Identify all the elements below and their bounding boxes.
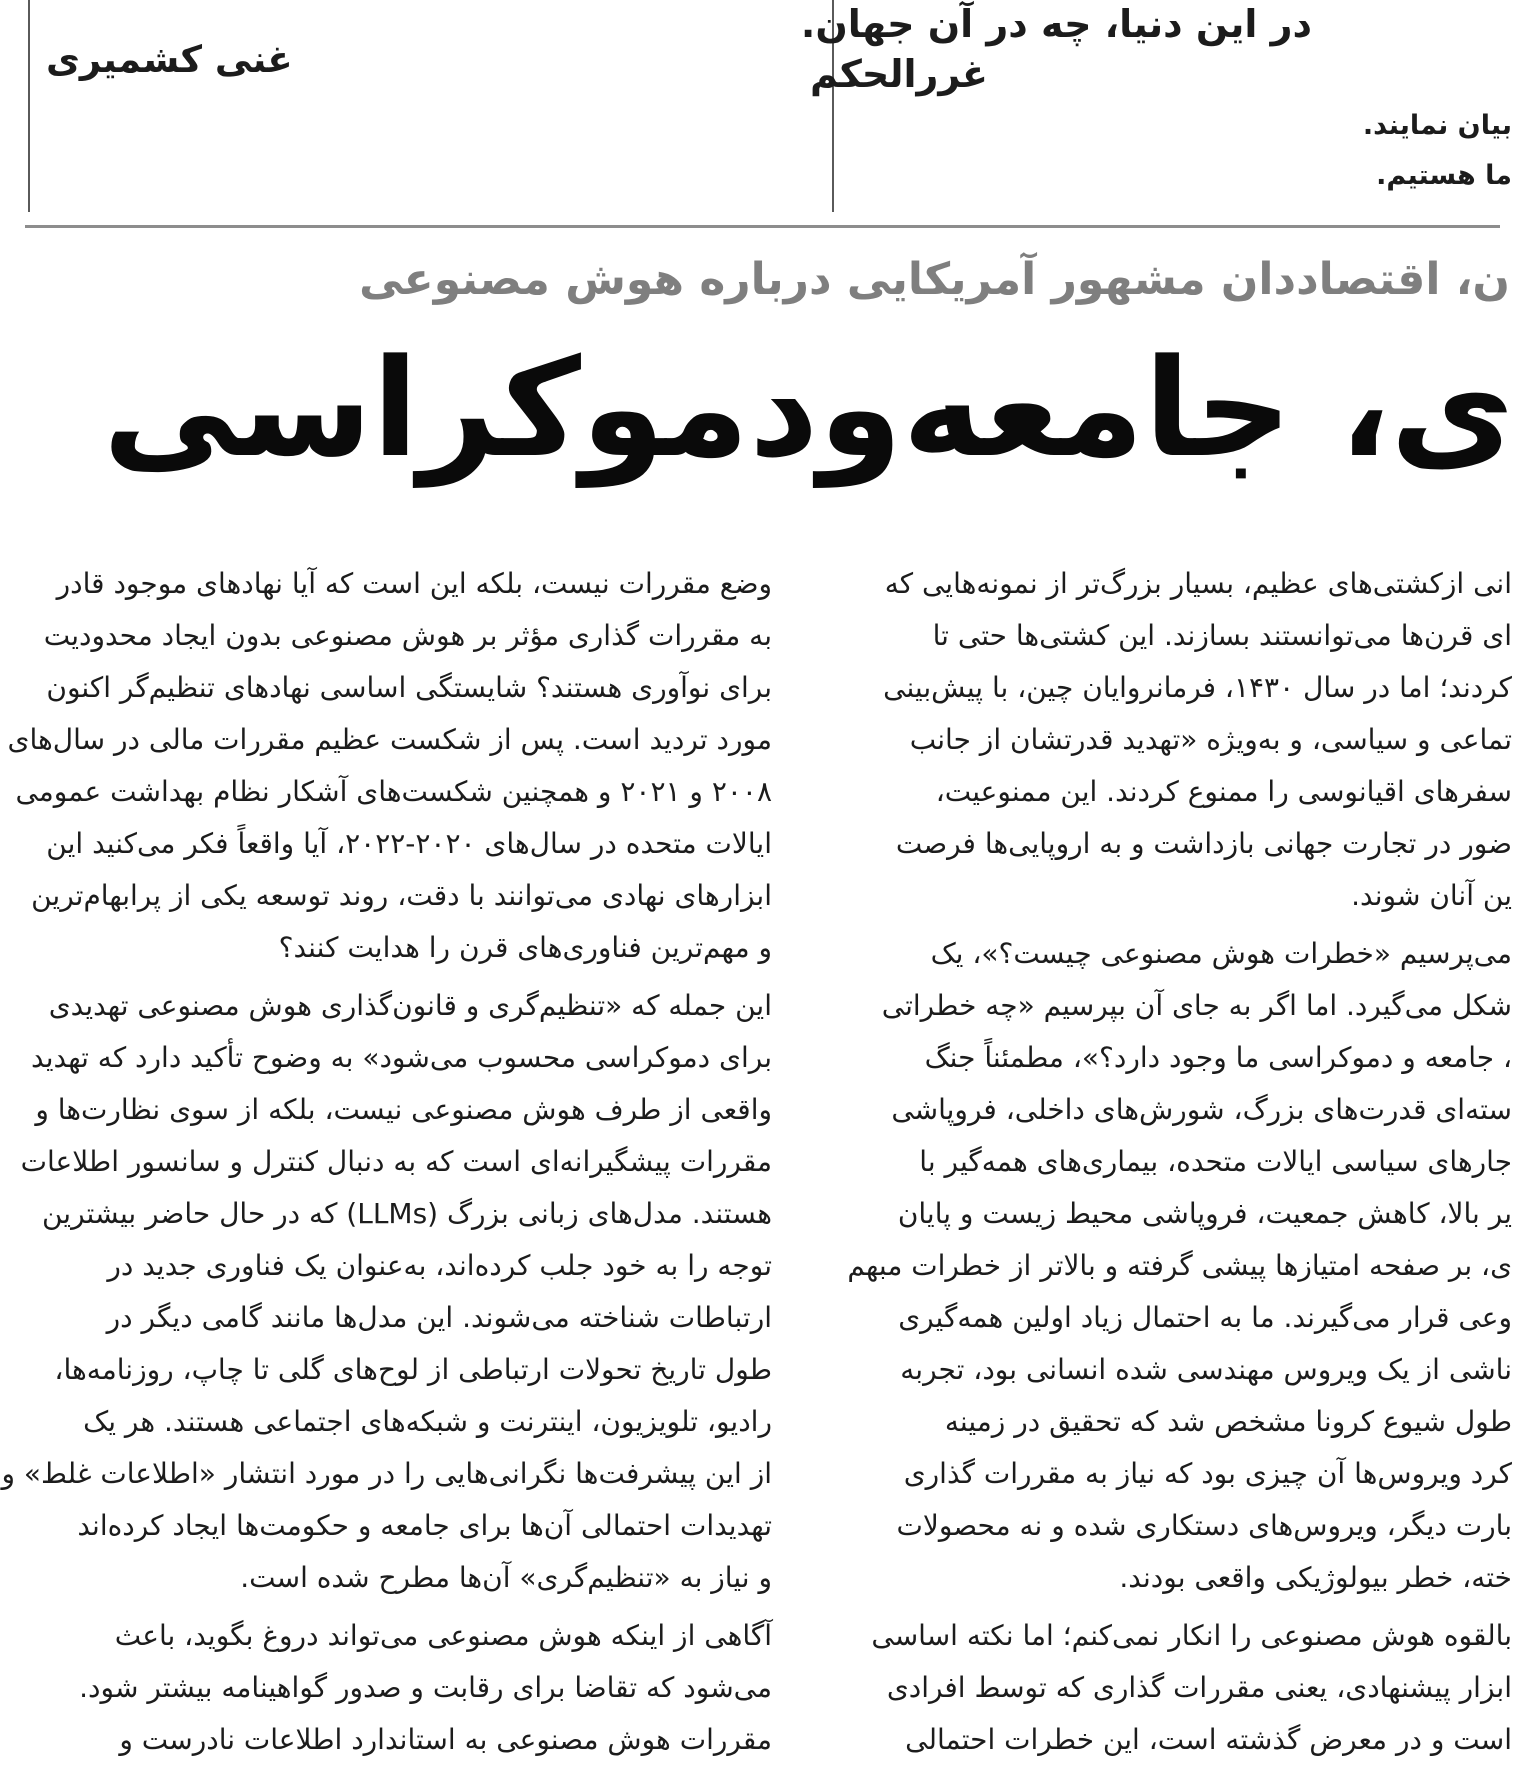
text-line: ۲۰۰۸ و ۲۰۲۱ و همچنین شکست‌های آشکار نظام بهداشت عمومی [15,775,772,808]
text-line: این جمله که «تنظیم‌گری و قانون‌گذاری هوش مصنوعی تهدیدی [48,989,772,1022]
paragraph [836,928,1512,1604]
text-line: شکل می‌گیرد. اما اگر به جای آن بپرسیم «چه خطراتی [881,989,1512,1022]
text-line: طول تاریخ تحولات ارتباطی از لوح‌های گلی تا چاپ، روزنامه‌ها، [54,1353,772,1386]
paragraph [836,558,1512,922]
main-headline: ی، جامعه‌ودموکراسی [102,330,1514,487]
text-line: به مقررات گذاری مؤثر بر هوش مصنوعی بدون ایجاد محدودیت [43,619,772,652]
text-line: طول شیوع کرونا مشخص شد که تحقیق در زمینه [944,1405,1512,1438]
text-line: ارتباطات شناخته می‌شوند. این مدل‌ها مانند گامی دیگر در [106,1301,772,1334]
paragraph [836,1610,1512,1766]
header-quote-source: غررالحکم [809,52,988,96]
text-line: کردند؛ اما در سال ۱۴۳۰، فرمانروایان چین، با پیش‌بینی [883,671,1512,704]
text-line: مقررات هوش مصنوعی به استاندارد اطلاعات نادرست و [119,1723,772,1756]
text-line: برای نوآوری هستند؟ شایستگی اساسی نهادهای تنظیم‌گر اکنون [46,671,772,704]
text-line: یر بالا، کاهش جمعیت، فروپاشی محیط زیست و پایان [897,1197,1512,1230]
text-line: می‌پرسیم «خطرات هوش مصنوعی چیست؟»، یک [930,937,1512,970]
text-line: خته، خطر بیولوژیکی واقعی بودند. [1119,1561,1512,1594]
header-clipped-text-1: بیان نمایند. [1362,110,1512,141]
header-clipped-text-2: ما هستیم. [1376,160,1512,191]
text-line: ضور در تجارت جهانی بازداشت و به اروپایی‌ها فرصت [895,827,1512,860]
text-line: رادیو، تلویزیون، اینترنت و شبکه‌های اجتماعی هستند. هر یک [83,1405,772,1438]
text-line: ناشی از یک ویروس مهندسی شده انسانی بود، تجربه [900,1353,1512,1386]
text-line: ین آنان شوند. [1351,879,1512,912]
text-line: واقعی از طرف هوش مصنوعی نیست، بلکه از سوی نظارت‌ها و [35,1093,772,1126]
text-line: بارت دیگر، ویروس‌های دستکاری شده و نه محصولات [896,1509,1512,1542]
text-line: است و در معرض گذشته است، این خطرات احتمالی [905,1723,1512,1756]
text-line: ی، بر صفحه امتیازها پیشی گرفته و بالاتر از خطرات مبهم [847,1249,1512,1282]
text-line: و مهم‌ترین فناوری‌های قرن را هدایت کنند؟ [278,931,772,964]
header-left-divider [28,0,30,212]
paragraph [0,558,772,974]
paragraph [0,1610,772,1766]
text-line: سفرهای اقیانوسی را ممنوع کردند. این ممنوعیت، [935,775,1512,808]
text-line: بالقوه هوش مصنوعی را انکار نمی‌کنم؛ اما نکته اساسی [871,1619,1512,1652]
header-quote: در این دنیا، چه در آن جهان. [800,2,1312,46]
text-line: تهدیدات احتمالی آن‌ها برای جامعه و حکومت‌ها ایجاد کرده‌اند [77,1509,772,1542]
header-bottom-rule [25,225,1500,228]
text-line: تماعی و سیاسی، و به‌ویژه «تهدید قدرتشان از جانب [909,723,1512,756]
text-line: مقررات پیشگیرانه‌ای است که به دنبال کنترل و سانسور اطلاعات [20,1145,772,1178]
text-line: توجه را به خود جلب کرده‌اند، به‌عنوان یک فناوری جدید در [107,1249,772,1282]
text-line: کرد ویروس‌ها آن چیزی بود که نیاز به مقررات گذاری [903,1457,1512,1490]
text-line: وعی قرار می‌گیرند. ما به احتمال زیاد اولین همه‌گیری [898,1301,1512,1334]
text-line: جارهای سیاسی ایالات متحده، بیماری‌های همه‌گیر با [919,1145,1512,1178]
paragraph [0,980,772,1604]
text-line: ایالات متحده در سال‌های ۲۰۲۰-۲۰۲۲، آیا واقعاً فکر می‌کنید این [46,827,772,860]
text-line: هستند. مدل‌های زبانی بزرگ (LLMs) که در حال حاضر بیشترین [41,1197,772,1230]
author-byline: غنی کشمیری [46,38,293,81]
text-line: سته‌ای قدرت‌های بزرگ، شورش‌های داخلی، فروپاشی [891,1093,1512,1126]
text-line: برای دموکراسی محسوب می‌شود» به وضوح تأکید دارد که تهدید [31,1041,772,1074]
text-line: انی ازکشتی‌های عظیم، بسیار بزرگ‌تر از نمونه‌هایی که [884,567,1512,600]
text-line: ابزار پیشنهادی، یعنی مقررات گذاری که توسط افرادی [886,1671,1512,1704]
text-line: وضع مقررات نیست، بلکه این است که آیا نهادهای موجود قادر [56,567,772,600]
text-line: می‌شود که تقاضا برای رقابت و صدور گواهینامه بیشتر شود. [79,1671,772,1704]
text-line: مورد تردید است. پس از شکست عظیم مقررات مالی در سال‌های [7,723,772,756]
body-column-right [836,558,1512,1766]
text-line: ابزارهای نهادی می‌توانند با دقت، روند توسعه یکی از پرابهام‌ترین [31,879,772,912]
text-line: از این پیشرفت‌ها نگرانی‌هایی را در مورد انتشار «اطلاعات غلط» و [1,1457,772,1490]
text-line: و نیاز به «تنظیم‌گری» آن‌ها مطرح شده است. [240,1561,772,1594]
kicker-line: ن، اقتصاددان مشهور آمریکایی درباره هوش مصنوعی [359,254,1510,305]
text-line: آگاهی از اینکه هوش مصنوعی می‌تواند دروغ بگوید، باعث [114,1619,772,1652]
body-column-left [0,558,772,1766]
text-line: ای قرن‌ها می‌توانستند بسازند. این کشتی‌ها حتی تا [932,619,1512,652]
text-line: ، جامعه و دموکراسی ما وجود دارد؟»، مطمئناً جنگ [924,1041,1512,1074]
